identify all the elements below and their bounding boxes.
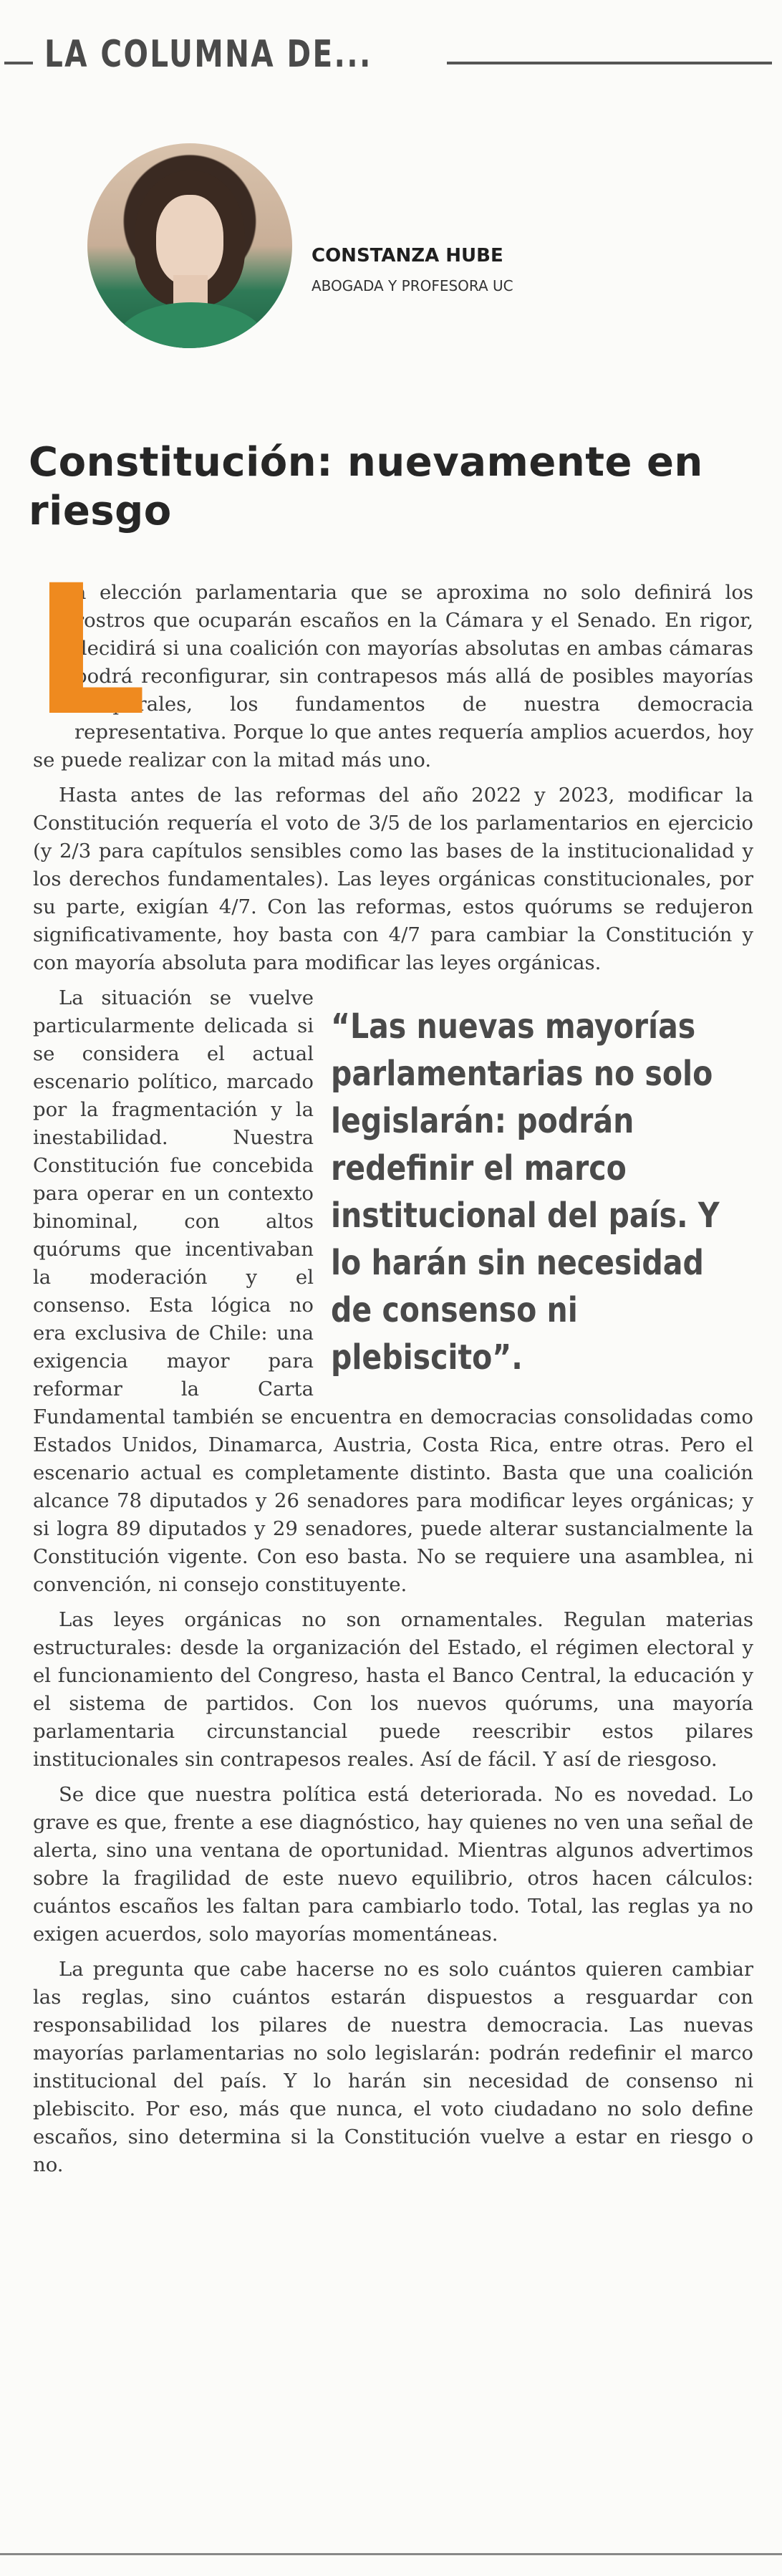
header-rule-right — [447, 62, 772, 64]
dropcap — [33, 547, 148, 755]
paragraph-2: Hasta antes de las reformas del año 2022 y 2023, modificar la Constitución requería el voto de 3/5 de los parlamentarios en ejercicio (y 2/3 para capítulos sensibles como las bases de la institucionalidad y los derechos fundamentales). Las leyes orgánicas constitucionales, por su parte, exigían 4/7. Con las reformas, estos quórums se redujeron significativamente, hoy basta con 4/7 para cambiar la Constitución y con mayoría absoluta para modificar las leyes orgánicas. — [33, 784, 753, 974]
author-role: ABOGADA Y PROFESORA UC — [312, 277, 513, 294]
paragraph-6: La pregunta que cabe hacerse no es solo cuántos quieren cambiar las reglas, sino cuántos estarán dispuestos a resguardar con responsabilidad los pilares de nuestra democracia. Las nuevas mayorías parlamentarias no solo legislarán: podrán redefinir el marco institucional del país. Y lo harán sin necesidad de consenso ni plebiscito. Por eso, más que nunca, el voto ciudadano no solo define escaños, sino determina si la Constitución vuelve a estar en riesgo o no. — [33, 1958, 753, 2176]
paragraph-4: Las leyes orgánicas no son ornamentales. Regulan materias estructurales: desde la organización del Estado, el régimen electoral y el funcionamiento del Congreso, hasta el Banco Central, la educación y el sistema de partidos. Con los nuevos quórums, una mayoría parlamentaria circunstancial puede reescribir estos pilares institucionales sin contrapesos reales. Así de fácil. Y así de riesgoso. — [33, 1608, 753, 1771]
section-header — [0, 33, 782, 97]
article-body — [33, 547, 753, 2186]
header-rule-left — [4, 62, 33, 64]
article-headline: Constitución: nuevamente en riesgo — [29, 439, 703, 534]
dropcap-letter: L — [33, 547, 148, 755]
author-face — [156, 195, 223, 285]
section-title: LA COLUMNA DE... — [44, 33, 372, 76]
author-block — [312, 245, 526, 297]
paragraph-3: La situación se vuelve particularmente delicada si se considera el actual escenario político, marcado por la fragmentación y la inestabilidad. Nuestra Constitución fue concebida para operar en un contexto binominal, con altos quórums que incentivaban la moderación y el consenso. Esta lógica no era exclusiva de Chile: una exigencia mayor para reformar la Carta Fundamental también se encuentra en democracias consolidadas como Estados Unidos, Dinamarca, Austria, Costa Rica, entre otras. Pero el escenario actual es completamente distinto. Basta que una coalición alcance 78 diputados y 26 senadores para modificar leyes orgánicas; y si logra 89 diputados y 29 senadores, puede alterar sustancialmente la Constitución vigente. Con eso basta. No se requiere una asamblea, ni convención, ni consejo constituyente. — [33, 986, 753, 1596]
author-name: CONSTANZA HUBE — [312, 245, 503, 266]
paragraph-5: Se dice que nuestra política está deteriorada. No es novedad. Lo grave es que, frente a ese diagnóstico, hay quienes no ven una señal de alerta, sino una ventana de oportunidad. Mientras algunos advertimos sobre la fragilidad de este nuevo equilibrio, otros hacen cálculos: cuántos escaños les faltan para cambiarlo todo. Total, las reglas ya no exigen acuerdos, solo mayorías momentáneas. — [33, 1783, 753, 1946]
paragraph-1: a elección parlamentaria que se aproxima no solo definirá los rostros que ocuparán escaños en la Cámara y el Senado. En rigor, decidirá si una coalición con mayorías absolutas en ambas cámaras podrá reconfigurar, sin contrapesos más allá de posibles mayorías temporales, los fundamentos de nuestra democracia representativa. Porque lo que antes requería amplios acuerdos, hoy se puede realizar con la mitad más uno. — [33, 581, 753, 772]
pull-quote: “Las nuevas mayorías parlamentarias no solo legislarán: podrán redefinir el marco institucional del país. Y lo harán sin necesidad de consenso ni plebiscito”. — [331, 1006, 720, 1378]
pull-quote-wrap — [331, 1003, 753, 1381]
footer-rule — [0, 2553, 782, 2555]
author-shirt — [116, 302, 266, 348]
author-photo — [87, 143, 292, 348]
